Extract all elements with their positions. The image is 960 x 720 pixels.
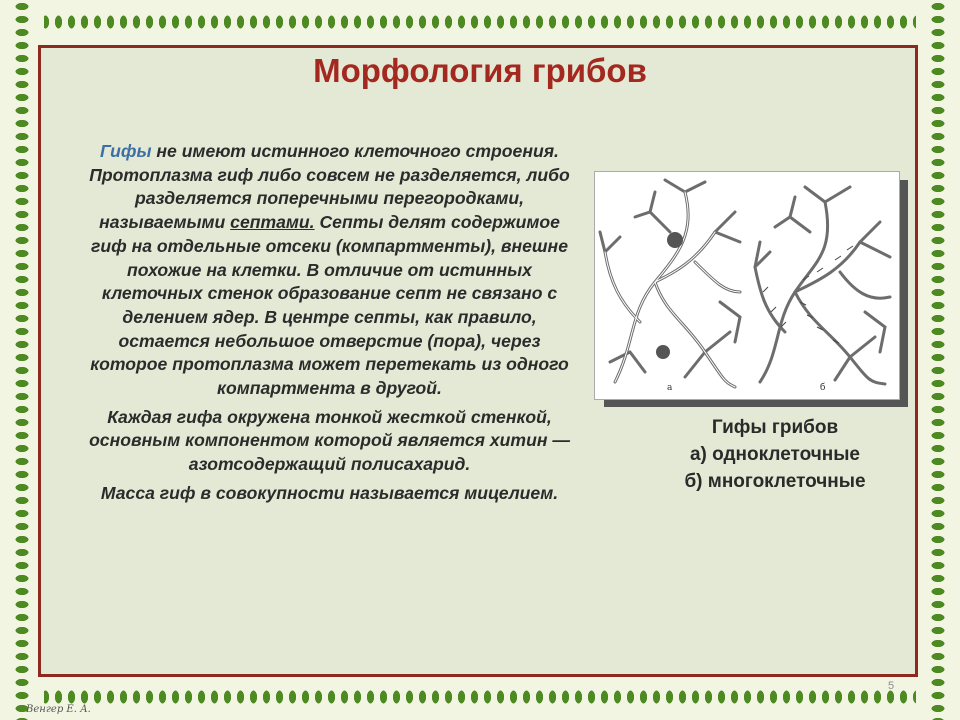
hyphae-term: Гифы xyxy=(100,141,152,161)
figure-caption xyxy=(630,414,920,495)
paragraph-hyphae xyxy=(82,140,577,401)
author-signature: Венгер Е. А. xyxy=(26,704,91,715)
main-text xyxy=(82,140,577,511)
paragraph-hyphae-text-2: Септы делят содержимое гиф на отдельные отсеки (компартменты), внешне похожие на клетки. В отличие от истинных клеточных стенок образование септ не связано с делением ядер. В центре септы, как правило, остается небольшое отверстие (пора), через которое протоплазма может перетекать из одного компартмента в другой. xyxy=(90,212,569,399)
hyphae-figure xyxy=(594,171,900,400)
figure-label-a: а xyxy=(667,383,673,393)
leaf-border-top xyxy=(0,0,960,44)
caption-title: Гифы грибов xyxy=(711,417,839,438)
hyphae-illustration xyxy=(595,172,899,399)
paragraph-hyphae-text-1: не имеют истинного клеточного строения. Протоплазма гиф либо совсем не разделяется, либо разделяется поперечными перегородками, называемыми xyxy=(89,141,570,233)
caption-line-a: а) одноклеточные xyxy=(689,444,861,465)
septa-term: септами. xyxy=(230,212,315,233)
leaf-border-right xyxy=(916,0,960,720)
page-number: 5 xyxy=(888,680,895,692)
paragraph-wall: Каждая гифа окружена тонкой жесткой стенкой, основным компонентом которой является хитин — азотсодержащий полисахарид. xyxy=(89,406,570,475)
slide-title: Морфология грибов xyxy=(313,52,647,89)
paragraph-mycelium: Масса гиф в совокупности называется мицелием. xyxy=(100,482,559,503)
leaf-border-bottom xyxy=(0,676,960,720)
figure-label-b: б xyxy=(820,383,826,393)
caption-line-b: б) многоклеточные xyxy=(684,471,866,492)
